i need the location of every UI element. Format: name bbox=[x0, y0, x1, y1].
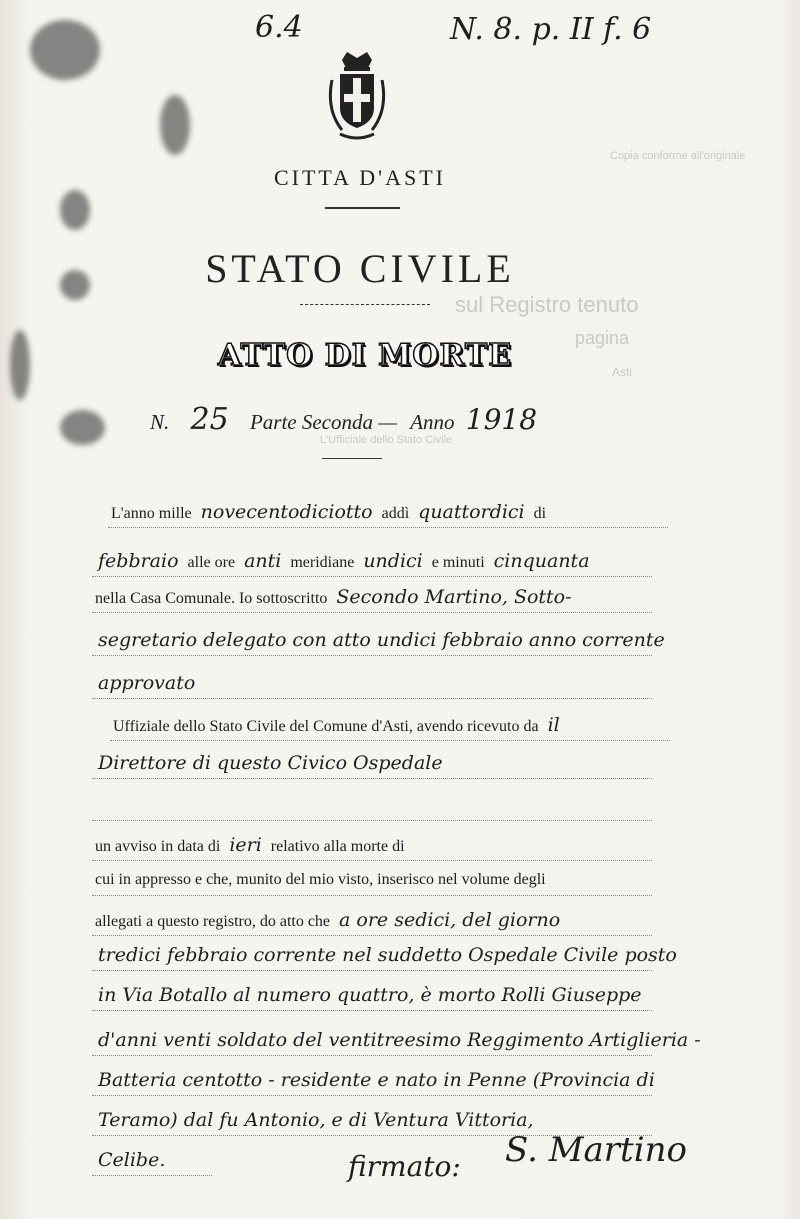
body-line bbox=[92, 668, 652, 699]
stain bbox=[30, 20, 100, 80]
printed-text: meridiane bbox=[290, 554, 355, 571]
handwritten-text: Celibe. bbox=[98, 1149, 166, 1171]
printed-text: allegati a questo registro, do atto che bbox=[95, 913, 331, 930]
signature-label: firmato: bbox=[348, 1150, 461, 1183]
body-line bbox=[92, 940, 677, 971]
handwritten-text: in Via Botallo al numero quattro, è morto Rolli Giuseppe bbox=[98, 984, 642, 1006]
body-line bbox=[92, 625, 665, 656]
handwritten-text: ieri bbox=[229, 834, 262, 856]
printed-text: nella Casa Comunale. Io sottoscritto bbox=[95, 590, 328, 607]
handwritten-text: quattordici bbox=[418, 501, 525, 523]
printed-text: L'anno mille bbox=[111, 505, 192, 522]
printed-text: un avviso in data di bbox=[95, 838, 221, 855]
printed-text: cui in appresso e che, munito del mio visto, inserisco nel volume degli bbox=[95, 871, 546, 888]
handwritten-text: anti bbox=[244, 550, 282, 572]
office-title: STATO CIVILE bbox=[205, 246, 515, 291]
stamp-line: Asti bbox=[612, 365, 633, 379]
printed-text: di bbox=[533, 505, 547, 522]
n-value: 25 bbox=[190, 402, 229, 437]
body-line bbox=[92, 748, 652, 779]
stain bbox=[160, 95, 190, 155]
printed-text: addì bbox=[381, 505, 410, 522]
handwritten-text: d'anni venti soldato del ventitreesimo Reggimento Artiglieria - bbox=[98, 1029, 701, 1051]
body-line bbox=[92, 905, 652, 936]
parte-label: Parte Seconda — bbox=[249, 410, 397, 434]
body-line bbox=[92, 546, 652, 577]
ornament-divider bbox=[300, 304, 430, 305]
printed-text: Uffiziale dello Stato Civile del Comune d'Asti, avendo ricevuto da bbox=[113, 718, 539, 735]
handwritten-text: segretario delegato con atto undici febbraio anno corrente bbox=[98, 629, 665, 651]
body-line bbox=[92, 582, 652, 613]
body-line bbox=[92, 980, 652, 1011]
handwritten-text: a ore sedici, del giorno bbox=[339, 909, 561, 931]
body-line bbox=[110, 710, 670, 741]
n-label: N. bbox=[150, 410, 170, 434]
stain bbox=[60, 410, 105, 445]
handwritten-text: Teramo) dal fu Antonio, e di Ventura Vittoria, bbox=[98, 1109, 534, 1131]
crest-icon bbox=[322, 50, 392, 142]
handwritten-text: cinquanta bbox=[493, 550, 590, 572]
handwritten-text: febbraio bbox=[98, 550, 179, 572]
body-line bbox=[92, 1025, 701, 1056]
signature-name: S. Martino bbox=[505, 1130, 687, 1170]
number-line bbox=[150, 402, 537, 437]
body-line bbox=[92, 865, 652, 896]
body-line bbox=[108, 497, 668, 528]
ornament-divider bbox=[322, 458, 382, 459]
city-title: CITTA D'ASTI bbox=[273, 165, 447, 190]
printed-text: relativo alla morte di bbox=[270, 838, 405, 855]
body-line bbox=[92, 1145, 212, 1176]
stamp-line: sul Registro tenuto bbox=[455, 292, 639, 317]
stamp-line: L'Ufficiale dello Stato Civile bbox=[320, 434, 453, 446]
handwritten-text: approvato bbox=[98, 672, 196, 694]
ornament-divider bbox=[325, 207, 400, 209]
body-line bbox=[92, 830, 652, 861]
body-line bbox=[92, 790, 652, 821]
printed-text: e minuti bbox=[431, 554, 485, 571]
printed-text: alle ore bbox=[187, 554, 236, 571]
top-note-right: N. 8. p. II f. 6 bbox=[450, 12, 652, 47]
handwritten-text: tredici febbraio corrente nel suddetto Ospedale Civile posto bbox=[98, 944, 677, 966]
handwritten-text: Direttore di questo Civico Ospedale bbox=[98, 752, 443, 774]
stamp-line: pagina bbox=[575, 328, 630, 348]
top-note-left: 6.4 bbox=[255, 10, 303, 45]
body-line bbox=[92, 1065, 655, 1096]
document-type-title: ATTO DI MORTE bbox=[217, 338, 513, 373]
handwritten-text: Secondo Martino, Sotto- bbox=[336, 586, 572, 608]
anno-value: 1918 bbox=[465, 403, 538, 436]
handwritten-text: undici bbox=[363, 550, 423, 572]
handwritten-text: il bbox=[547, 714, 560, 736]
stain bbox=[60, 190, 90, 230]
anno-label: Anno bbox=[410, 410, 455, 434]
handwritten-text: novecentodiciotto bbox=[200, 501, 373, 523]
handwritten-text: Batteria centotto - residente e nato in Penne (Provincia di bbox=[98, 1069, 655, 1091]
stamp-line: Copia conforme all'originale bbox=[610, 150, 746, 162]
